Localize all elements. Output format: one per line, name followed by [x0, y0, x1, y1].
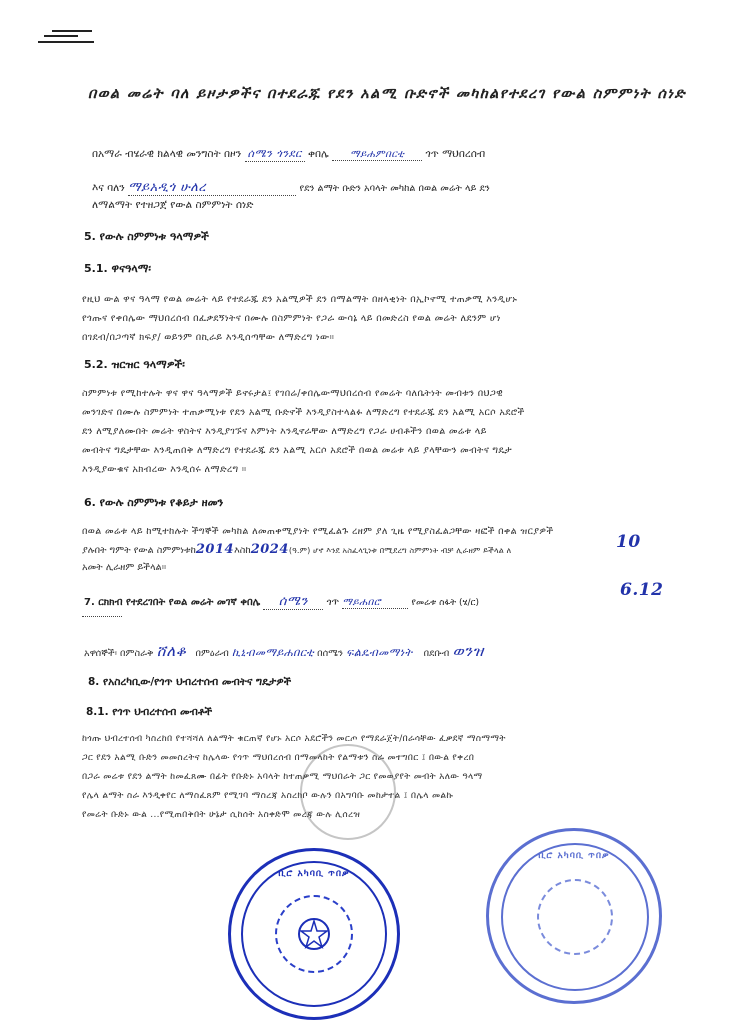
section-5-heading: 5. የውሉ ስምምነቱ ዓላማዎች	[84, 230, 209, 243]
section-7-dotted-line	[82, 616, 122, 617]
left-official-stamp	[228, 848, 400, 1020]
section-6-paragraph: በወል መሬቱ ላይ ከሚተከሉት ችግኞች መካከል ለመጠቀሚያነት የሚፈልጉ ረዘም ያለ ጊዜ የሚያስፈልጋቸው ዛፎች በቀል ዝርያዎች	[82, 526, 554, 537]
section-5-1-heading: 5.1. ዋናዓላማ፡	[84, 262, 151, 275]
year-to-handwritten: 2024	[250, 542, 289, 557]
right-official-stamp	[486, 828, 662, 1004]
corner-mark	[38, 30, 94, 44]
year-from-handwritten: 2014	[195, 542, 235, 557]
section-6-line-3: አመት ሊራዘም ይችላል።	[82, 562, 167, 573]
gote-handwritten: ማይሐበሮ	[342, 597, 382, 608]
section-5-1-paragraph: የዚህ ውል ዋና ዓላማ የወል መሬት ላይ የተደራጁ ደን አልሚዎች ደን በማልማት በዘላቂነት በኢኮኖሚ ተጠቃሚ እንዲሆኑ የጎጡና የቀበሌው ማህበረሰብ በፈቃደኝነትና በሙሉ በስምምነት የጋራ ውሳኔ ላይ በመድረስ የወል መሬት ለደንም ሆነ በገደብ/በጋጣኛ ክፍያ/ ወይንም በኪራይ እንዲሰጣቸው ለማድረግ ነው።	[82, 294, 518, 343]
south-boundary-handwritten: ወንዝ	[452, 642, 484, 660]
zone-handwritten: ሰሜን ጎንደር	[247, 147, 302, 160]
right-stamp-text: ቢሮ አካባቢ ጥበቃ	[538, 851, 610, 861]
duration-years-handwritten: 10	[616, 532, 641, 552]
left-stamp-text: ቢሮ አካባቢ ጥበቃ	[278, 869, 350, 879]
area-handwritten: 6.12	[620, 580, 664, 600]
intro-line-2: እና ባለን ማይአዲጎ ሁለረ የደን ልማት ቡድን አባላት መካከል በወል መሬት ላይ ደን	[92, 180, 490, 195]
boundaries-line: አዋሰኞች፡ በምስራቅ ሸለቆ በምዕራብ ኪኒብመማይሐበርቲ በሰሜን ፍልዴብመማነት በደቡብ ወንዝ	[84, 642, 484, 660]
section-8-1-paragraph: ከጎጡ ህብረተሰብ ካስረከበ የተሻሻለ ለልማት ቁርጠኛ የሆኑ አርሶ አደሮችን መርጦ የማደራጀት/በራሳቸው ፈቃደኛ ማስማማት ጋር የደን አልሚ ቡድን መመስረትና ከሌላው የጎጥ ማህበረሰብ በማመላከት የልማቱን ስራ መተግበር ፤ በውል የቀረበ በጋራ መሬቱ የደን ልማት ከመፈጸሙ በፊት የቡድኑ አባላት ከተጠቃሚ ማህበራት ጋር የመወያየት መብት አለው ዓላማ የሌላ ልማት ስራ እንዲቀየር ለማስፈጸም የሚገባ ማስረጃ አስረክቦ ውሉን በአግባቡ መከታተል ፤ በሌላ መልኩ የመሬት ቡድኑ ውል ...የሚጠበቅበት ሁኔታ ሲከሰት አስቀድሞ መረጃ ውሉ ሊሰረዝ	[82, 734, 506, 820]
intro-line-3: ለማልማት የተዘጋጀ የውል ስምምነት ሰነድ	[92, 199, 254, 211]
emblem-icon	[293, 913, 335, 955]
east-boundary-handwritten: ሸለቆ	[156, 642, 187, 660]
section-5-2-paragraph: ስምምነቱ የሚከተሉት ዋና ዋና ዓላማዎች ይኖሩታል፤ የገበሬ/ቀበሌውማህበረሰብ የመሬት ባለቤትነት መብቱን በህጋዊ መንገድና በሙሉ ስምምነት ተጠቃሚነቱ የደን አልሚ ቡድኖች እንዲያስተላልፉ ለማድረግ የተደራጁ ደን አልሚ አርሶ አደሮች ደን ለሚያለሙበት መሬት ዋስትና እንዲያገኙና እምነት እንዲኖራቸው ለማድረግ የጋራ ሀብቶችን በወል መሬቱ ላይ መብትና ግዴታቸው እንዲጠበቅ ለማድረግ የተደራጁ ደን አልሚ አርሶ አደሮች በወል መሬቱ ላይ ያላቸውን መብትና ግዴታ እንዲያውቁና አክብረው እንዲሰሩ ለማድረግ ።	[82, 388, 525, 475]
section-7-line: 7. ርክክብ የተደረገበት የወል መሬት መገኛ ቀበሌ ሰሜን ጎጥ ማይሐበሮ የመሬቱ ስፋት (ሄ/ር)	[84, 594, 479, 609]
intro-line-1: በአማራ ብሄራዊ ክልላዊ መንግስት በዞን ሰሜን ጎንደር ቀበሌ ማይሐምበርቲ ጎጥ ማህበረሰብ	[92, 147, 486, 160]
group-name-handwritten: ማይአዲጎ ሁለረ	[128, 180, 207, 195]
faint-stamp	[300, 744, 396, 840]
section-5-2-heading: 5.2. ዝርዝር ዓላማዎች፡	[84, 358, 185, 371]
kebele-handwritten: ማይሐምበርቲ	[349, 149, 405, 160]
document-title: በወል መሬት ባለ ይዞታዎችና በተደራጁ የደን አልሚ ቡድኖች መካከልየተደረገ የውል ስምምነት ሰነድ	[88, 85, 686, 102]
north-boundary-handwritten: ፍልዴብመማነት	[346, 646, 413, 659]
section-7-kebele-handwritten: ሰሜን	[278, 594, 308, 609]
section-8-heading: 8. የአስረካቢው/የጎጥ ህብረተሰብ መብትና ግዴታዎች	[88, 676, 292, 688]
section-8-1-heading: 8.1. የጎጥ ህብረተሰብ መብቶች	[86, 706, 213, 718]
west-boundary-handwritten: ኪኒብመማይሐበርቲ	[231, 646, 315, 659]
section-6-line-2: ያሉበት ግምት የውል ስምምነቱከ2014እስከ2024(ዓ.ም) ሆኖ እንደ አስፈላጊነቱ በሚደረግ ስምምነት ብቻ ሊራዘም ይችላል ለ	[82, 542, 512, 557]
section-6-heading: 6. የውሉ ስምምነቱ የቆይታ ዘመን	[84, 496, 224, 509]
